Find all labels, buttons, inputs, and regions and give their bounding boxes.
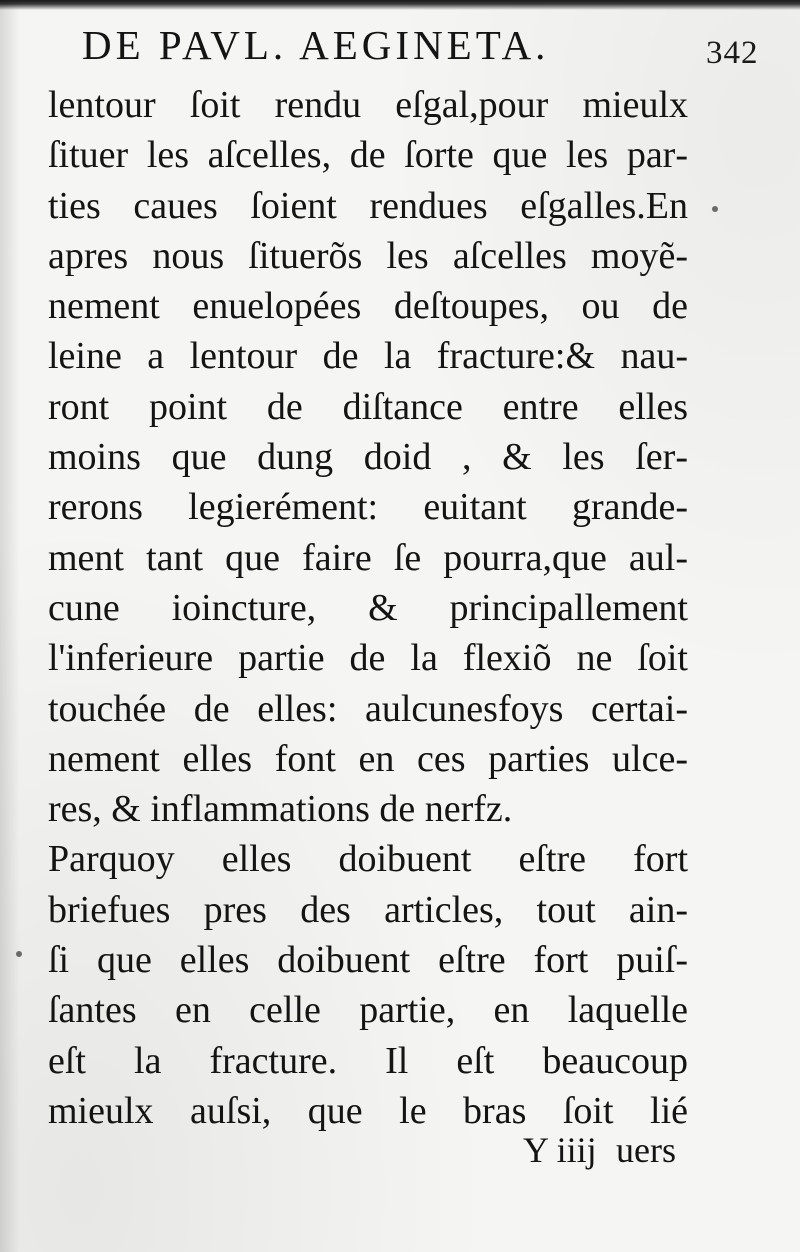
page-number: 342 <box>706 35 759 71</box>
page-gutter-shadow <box>0 0 20 1252</box>
margin-speck <box>712 206 718 212</box>
text-line: ment tant que faire ſe pourra,que aul‑ <box>48 536 688 579</box>
text-line: briefues pres des articles, tout ain‑ <box>48 888 688 931</box>
text-line: apres nous ſituerõs les aſcelles moyẽ‑ <box>48 234 688 277</box>
text-line: ſituer les aſcelles, de ſorte que les par‑ <box>48 134 688 177</box>
text-line: ties caues ſoient rendues eſgalles.En <box>48 184 688 227</box>
text-line: Parquoy elles doibuent eſtre fort <box>48 838 688 881</box>
text-line: rerons legierément: euitant grande‑ <box>48 486 688 529</box>
text-line: nement enuelopées deſtoupes, ou de <box>48 285 688 328</box>
text-line: res, & inflammations de nerfz. <box>48 788 513 831</box>
text-line: ſi que elles doibuent eſtre fort puiſ‑ <box>48 939 688 982</box>
text-line: leine a lentour de la fracture:& nau‑ <box>48 335 688 378</box>
catchword: uers <box>616 1130 676 1170</box>
text-line: ront point de diſtance entre elles <box>48 385 688 428</box>
text-line: touchée de elles: aulcunesfoys certai‑ <box>48 687 688 730</box>
text-line: mieulx auſsi, que le bras ſoit lié <box>48 1089 688 1132</box>
text-line: eſt la fracture. Il eſt beaucoup <box>48 1039 688 1082</box>
signature-mark: Y iiij <box>523 1130 597 1170</box>
text-line: ſantes en celle partie, en laquelle <box>48 989 688 1032</box>
text-line: cune ioincture, & principallement <box>48 586 688 629</box>
page-footer <box>48 1128 676 1172</box>
show-through-ghost <box>44 1180 134 1230</box>
text-line: moins que dung doid , & les ſer‑ <box>48 436 688 479</box>
text-block <box>48 80 688 1136</box>
text-line: l'inferieure partie de la flexiõ ne ſoit <box>48 637 688 680</box>
text-line: nement elles font en ces parties ulce‑ <box>48 737 688 780</box>
text-line: lentour ſoit rendu eſgal,pour mieulx <box>48 84 688 126</box>
margin-speck <box>16 951 22 957</box>
page-top-edge <box>0 0 800 10</box>
running-head: DE PAVL. AEGINETA. <box>82 22 550 68</box>
